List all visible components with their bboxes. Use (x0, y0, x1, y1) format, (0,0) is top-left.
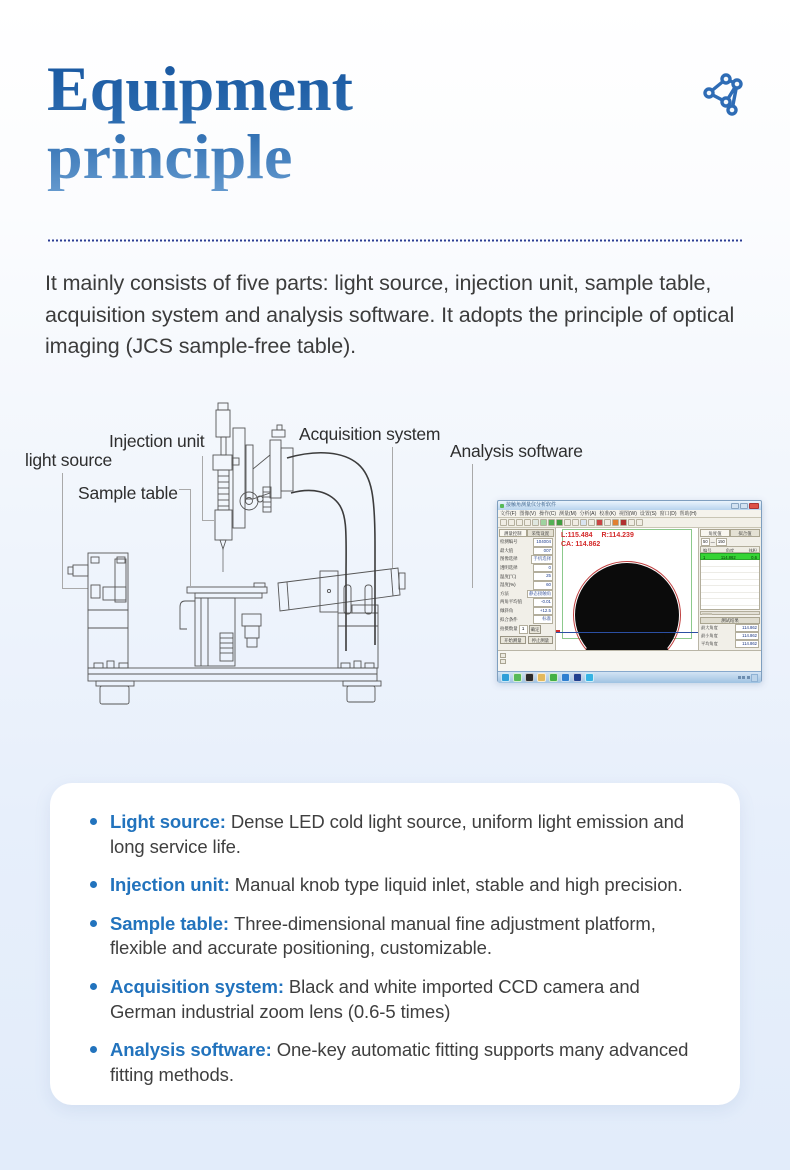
horizontal-scrollbar[interactable] (700, 611, 760, 615)
taskbar-icon[interactable] (525, 673, 534, 682)
settings-row (499, 607, 554, 616)
toolbar-button[interactable] (548, 519, 555, 526)
capture-count-input[interactable]: 1 (519, 625, 528, 634)
close-button[interactable] (749, 503, 759, 509)
share-network-icon (699, 70, 751, 120)
capture-confirm-button[interactable]: 确定 (530, 626, 540, 632)
log-toggle-1[interactable] (500, 653, 506, 658)
menu-item[interactable]: 窗口(D) (659, 511, 677, 517)
range-row (700, 538, 760, 546)
feature-item (84, 1038, 710, 1087)
contact-angle-value: CA: 114.862 (561, 541, 601, 548)
show-desktop-button[interactable] (751, 674, 758, 682)
feature-item (84, 912, 710, 961)
log-toggle-2[interactable] (500, 659, 506, 664)
taskbar-icon[interactable] (501, 673, 510, 682)
label-light-source: light source (25, 450, 113, 470)
droplet-reflection (586, 632, 668, 650)
toolbar (498, 518, 761, 528)
toolbar-button[interactable] (612, 519, 619, 526)
settings-row (499, 538, 554, 547)
label-analysis-software: Analysis software (450, 441, 583, 461)
tab-fit-values[interactable]: 拟合值 (730, 529, 760, 537)
toolbar-button[interactable] (628, 519, 635, 526)
setting-label: 温度(℃) (500, 573, 517, 579)
left-panel-tabs (499, 529, 554, 537)
feature-label: Light source: (110, 811, 226, 832)
left-settings-panel (498, 528, 555, 650)
angle-readout (561, 531, 634, 549)
selected-result-row[interactable] (700, 553, 760, 560)
taskbar-icon[interactable] (549, 673, 558, 682)
setting-value[interactable]: 标准 (533, 615, 553, 624)
toolbar-button[interactable] (636, 519, 643, 526)
tray-icon[interactable] (738, 676, 741, 679)
setting-value[interactable]: 007 (533, 547, 553, 556)
settings-row (499, 572, 554, 581)
range-max-input[interactable]: 150 (717, 539, 725, 544)
toolbar-button[interactable] (540, 519, 547, 526)
software-body (498, 528, 761, 650)
setting-label: 倾斜角 (500, 608, 514, 614)
menu-item[interactable]: 视图(W) (618, 511, 637, 517)
intro-paragraph (45, 268, 760, 363)
results-table-header (700, 546, 760, 553)
start-measure-button[interactable]: 开始测量 (500, 636, 526, 644)
bullet-dot (90, 983, 97, 990)
log-panel (498, 650, 761, 671)
summary-label: 最小角度 (701, 633, 718, 638)
settings-row (499, 547, 554, 556)
menu-item[interactable]: 分析(A) (579, 511, 597, 517)
taskbar-icon[interactable] (537, 673, 546, 682)
col-angle: 角度 (725, 548, 735, 553)
setting-value[interactable]: 手机选择 (531, 555, 553, 564)
feature-text: One-key automatic fitting supports many advanced fitting methods. (110, 1039, 689, 1085)
setting-label: 透明选择 (500, 565, 518, 571)
measure-buttons (499, 636, 554, 644)
title-line-2: principle (47, 120, 293, 192)
tray-icon[interactable] (742, 676, 745, 679)
settings-row (499, 615, 554, 624)
setting-label: 检测编号 (500, 539, 518, 545)
right-angle-value: R:114.239 (601, 532, 634, 539)
intro-line: imaging (JCS sample-free table). (45, 334, 357, 359)
title-line-1: Equipment (47, 53, 353, 124)
setting-label: 两角平均值 (500, 599, 522, 605)
bullet-dot (90, 881, 97, 888)
feature-item (84, 975, 710, 1024)
summary-value: 114.862 (735, 624, 759, 632)
bullet-dot (90, 920, 97, 927)
window-title: 接触角测量仪分析软件 (506, 502, 557, 508)
toolbar-button[interactable] (596, 519, 603, 526)
taskbar-icon[interactable] (561, 673, 570, 682)
tab-angle-values[interactable]: 角度值 (700, 529, 730, 537)
toolbar-button[interactable] (556, 519, 563, 526)
menu-item[interactable]: 校准(K) (599, 511, 616, 517)
summary-value: 114.862 (735, 640, 759, 648)
baseline-marker (556, 630, 560, 632)
sel-index: 1 (703, 555, 706, 560)
results-grid[interactable] (700, 560, 760, 610)
feature-item (84, 810, 710, 859)
toolbar-button[interactable] (532, 519, 539, 526)
col-index: 编号 (703, 548, 712, 553)
results-summary-title: 测试结果 (700, 617, 760, 624)
setting-value[interactable]: 0 (533, 564, 553, 573)
taskbar-icon[interactable] (585, 673, 594, 682)
feature-item (84, 873, 710, 898)
droplet-image-view (555, 528, 699, 650)
analysis-software-screenshot (497, 500, 762, 682)
feature-label: Injection unit: (110, 874, 230, 896)
baseline-overlay (556, 632, 698, 633)
setting-label: 方法 (500, 590, 509, 596)
tray-icon[interactable] (747, 676, 750, 679)
toolbar-button[interactable] (604, 519, 611, 526)
sel-volume: 0.6 (751, 555, 757, 560)
menu-item[interactable]: 帮助(H) (679, 511, 697, 517)
toolbar-button[interactable] (572, 519, 579, 526)
summary-label: 平均角度 (701, 641, 718, 646)
summary-label: 最大角度 (701, 625, 718, 630)
intro-line: It mainly consists of five parts: light source, injection unit, sample table, (45, 271, 712, 295)
page-title (47, 55, 353, 191)
feature-label: Analysis software: (110, 1039, 272, 1061)
features-card (50, 783, 740, 1105)
settings-row (499, 555, 554, 564)
feature-label: Sample table: (110, 912, 229, 934)
toolbar-button[interactable] (620, 519, 627, 526)
label-sample-table: Sample table (78, 483, 178, 503)
intro-line: acquisition system and analysis software. It adopts the principle of optical (45, 302, 735, 327)
system-tray (738, 674, 759, 682)
maximize-button[interactable] (740, 503, 748, 509)
taskbar-icon[interactable] (573, 673, 582, 682)
menu-bar (498, 510, 761, 518)
setting-label: 最大值 (500, 547, 514, 553)
bullet-dot (90, 818, 97, 825)
summary-row (700, 624, 760, 632)
settings-rows (499, 538, 554, 624)
label-injection-unit: Injection unit (109, 431, 205, 451)
tab-capture-settings[interactable]: 采集设置 (527, 529, 555, 537)
feature-text: Black and white imported CCD camera and German industrial zoom lens (0.6-5 times) (110, 975, 640, 1022)
toolbar-button[interactable] (516, 519, 523, 526)
right-results-panel (699, 528, 761, 650)
taskbar-icons (501, 673, 594, 682)
col-volume: 体积 (748, 548, 757, 553)
sel-angle: 114.862 (720, 555, 736, 560)
minimize-button[interactable] (731, 503, 739, 509)
toolbar-button[interactable] (508, 519, 515, 526)
settings-row (499, 581, 554, 590)
setting-label: 湿度(%) (500, 582, 516, 588)
machine-line-drawing (60, 395, 480, 730)
settings-row (499, 598, 554, 607)
menu-item[interactable]: 文件(F) (500, 511, 517, 517)
settings-row (499, 564, 554, 573)
summary-row (700, 640, 760, 648)
toolbar-button[interactable] (588, 519, 595, 526)
summary-row (700, 632, 760, 640)
setting-value[interactable]: 25 (533, 572, 553, 581)
setting-value[interactable]: +12.5 (533, 607, 553, 616)
toolbar-button[interactable] (524, 519, 531, 526)
window-titlebar (498, 501, 761, 510)
feature-text: Dense LED cold light source, uniform light emission and long service life. (110, 811, 684, 857)
setting-value[interactable]: 60 (533, 581, 553, 590)
taskbar-icon[interactable] (513, 673, 522, 682)
app-icon (500, 504, 504, 508)
setting-value[interactable]: -0.01 (533, 598, 553, 607)
setting-value[interactable]: 104004 (533, 538, 553, 547)
tab-measure-control[interactable]: 测量控制 (499, 529, 527, 537)
toolbar-button[interactable] (580, 519, 587, 526)
menu-item[interactable]: 设置(S) (639, 511, 657, 517)
bullet-dot (90, 1046, 97, 1053)
toolbar-button[interactable] (564, 519, 571, 526)
summary-value: 114.862 (735, 632, 759, 640)
setting-value[interactable]: 静态接触角 (527, 590, 553, 599)
settings-row (499, 590, 554, 599)
summary-rows (700, 624, 760, 648)
setting-label: 图像选择 (500, 556, 518, 562)
range-min-input[interactable]: 50 (703, 539, 708, 544)
toolbar-button[interactable] (500, 519, 507, 526)
menu-item[interactable]: 图像(V) (519, 511, 537, 517)
feature-text: Three-dimensional manual fine adjustment platform, flexible and accurate positioning, customizable. (110, 912, 656, 959)
dotted-divider (47, 239, 743, 242)
label-acquisition-system: Acquisition system (299, 424, 441, 444)
feature-text: Manual knob type liquid inlet, stable and high precision. (234, 874, 683, 896)
left-angle-value: L:115.484 (561, 532, 593, 539)
capture-label: 拍摄数量 (500, 626, 518, 632)
capture-row (499, 625, 554, 634)
menu-item[interactable]: 测量(M) (559, 511, 577, 517)
menu-item[interactable]: 操作(C) (539, 511, 557, 517)
windows-taskbar (498, 671, 761, 683)
range-separator: — (710, 539, 715, 545)
feature-label: Acquisition system: (110, 975, 284, 997)
right-panel-tabs (700, 529, 760, 537)
setting-label: 拟合条件 (500, 616, 518, 622)
stop-measure-button[interactable]: 停止测量 (528, 636, 554, 644)
